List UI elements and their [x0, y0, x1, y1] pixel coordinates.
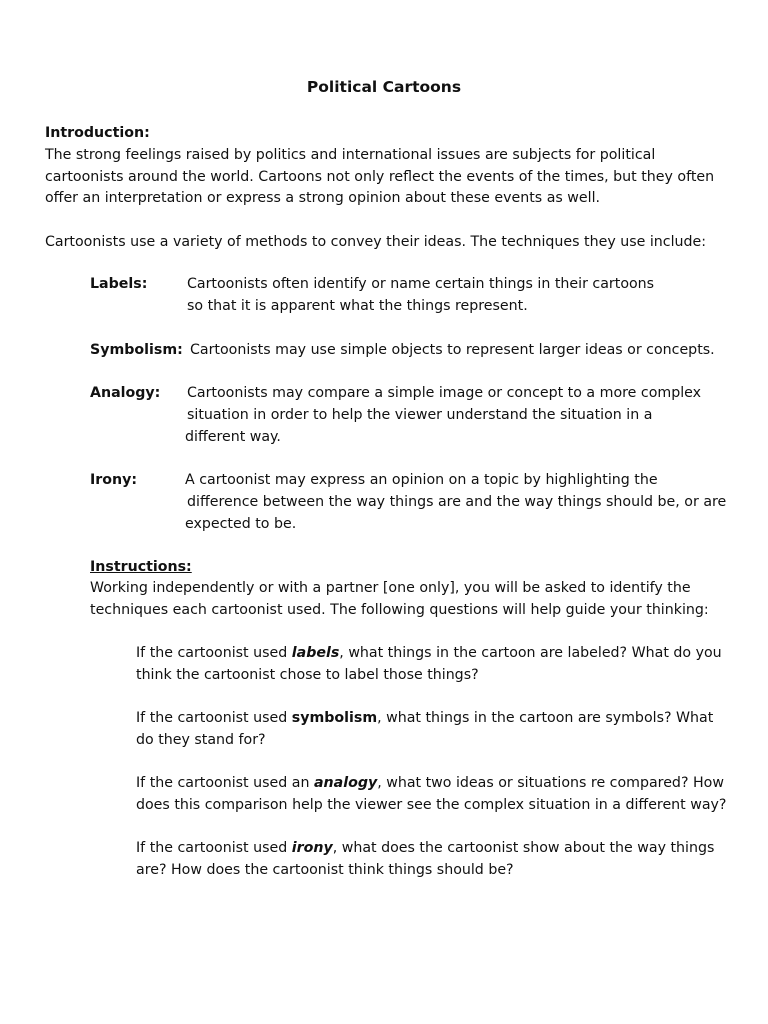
technique-definition-line: expected to be.: [185, 516, 297, 532]
technique-definition-line: difference between the way things are and the way things should be, or are: [187, 494, 727, 510]
question-line: do they stand for?: [136, 732, 266, 748]
introduction-line: The strong feelings raised by politics and international issues are subjects for political: [45, 147, 656, 163]
question-rest: , what does the cartoonist show about the way things: [332, 840, 715, 856]
techniques-intro: Cartoonists use a variety of methods to convey their ideas. The techniques they use include:: [45, 234, 707, 250]
technique-definition-line: Cartoonists often identify or name certain things in their cartoons: [187, 276, 655, 292]
introduction-line: offer an interpretation or express a strong opinion about these events as well.: [45, 190, 601, 206]
question-keyword: labels: [291, 645, 340, 661]
question-prefix: If the cartoonist used: [136, 840, 292, 856]
technique-definition-line: A cartoonist may express an opinion on a topic by highlighting the: [185, 472, 658, 488]
question-keyword: irony: [291, 840, 333, 856]
question-rest: , what things in the cartoon are symbols? What: [377, 710, 714, 726]
question-line: are? How does the cartoonist think things should be?: [136, 862, 514, 878]
technique-definition-line: Cartoonists may compare a simple image or concept to a more complex: [187, 385, 702, 401]
page-title: Political Cartoons: [306, 78, 462, 96]
technique-definition-line: so that it is apparent what the things represent.: [187, 298, 528, 314]
introduction-heading: Introduction:: [45, 125, 150, 141]
technique-definition-line: situation in order to help the viewer understand the situation in a: [187, 407, 653, 423]
question-labels: [136, 643, 722, 665]
question-prefix: If the cartoonist used: [136, 710, 292, 726]
question-analogy: [136, 773, 724, 795]
question-prefix: If the cartoonist used: [136, 645, 292, 661]
question-rest: , what things in the cartoon are labeled? What do you: [339, 645, 722, 661]
question-rest: , what two ideas or situations re compared? How: [377, 775, 724, 791]
technique-term-labels: Labels:: [90, 276, 148, 292]
technique-term-analogy: Analogy:: [90, 385, 161, 401]
technique-definition-line: different way.: [185, 429, 281, 445]
question-prefix: If the cartoonist used an: [136, 775, 314, 791]
instructions-line: Working independently or with a partner [one only], you will be asked to identify the: [90, 580, 691, 596]
introduction-line: cartoonists around the world. Cartoons not only reflect the events of the times, but they often: [45, 169, 715, 185]
question-keyword: symbolism: [291, 710, 378, 726]
question-irony: [136, 838, 714, 860]
instructions-line: techniques each cartoonist used. The following questions will help guide your thinking:: [90, 602, 709, 618]
technique-definition-line: Cartoonists may use simple objects to represent larger ideas or concepts.: [190, 342, 715, 358]
instructions-heading: Instructions:: [90, 559, 192, 575]
technique-term-symbolism: Symbolism:: [90, 342, 183, 358]
question-symbolism: [136, 708, 713, 730]
question-keyword: analogy: [313, 775, 378, 791]
question-line: does this comparison help the viewer see the complex situation in a different way?: [136, 797, 727, 813]
question-line: think the cartoonist chose to label those things?: [136, 667, 479, 683]
technique-term-irony: Irony:: [90, 472, 138, 488]
